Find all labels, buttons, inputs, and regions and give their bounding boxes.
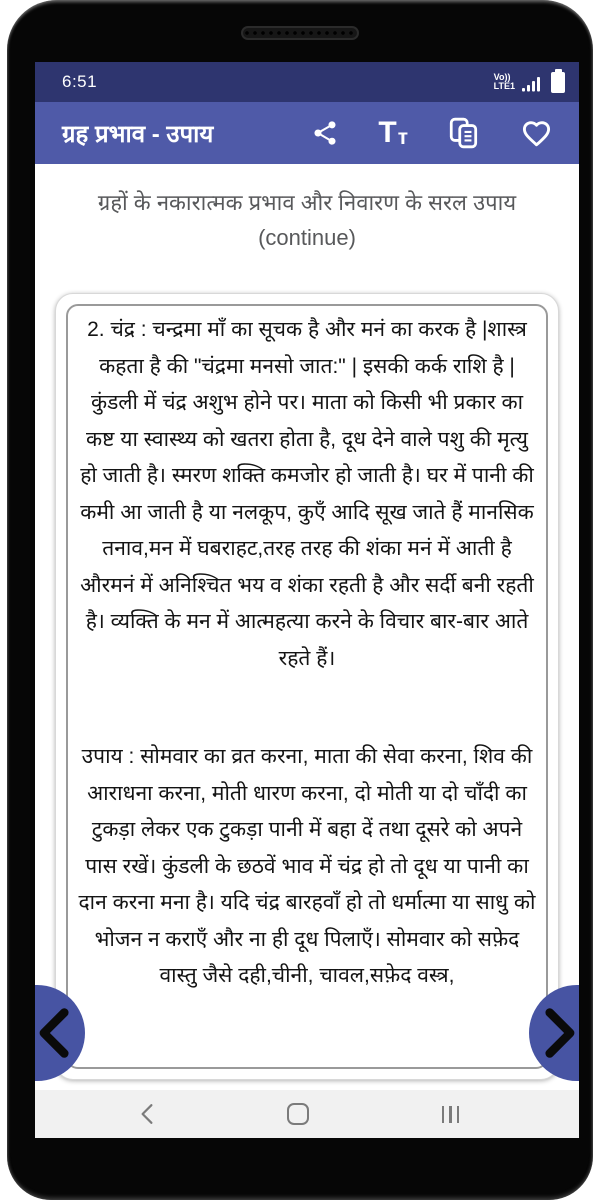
copy-icon: [447, 116, 481, 150]
heart-icon: [520, 117, 553, 150]
back-icon: [140, 1103, 154, 1125]
signal-strength-icon: [522, 73, 544, 92]
article-paragraph-remedy: उपाय : सोमवार का व्रत करना, माता की सेवा करना, शिव की आराधना करना, मोती धारण करना, दो मोती या दो चाँदी का टुकड़ा लेकर एक टुकड़ा पानी में बहा दें तथा दूसरे को अपने पास रखें। कुंडली के छठवें भाव में चंद्र हो तो दूध या पानी का दान करना मना है। यदि चंद्र बारहवाँ हो तो धर्मात्मा या साधु को भोजन न कराएँ और ना ही दूध पिलाएँ। सोमवार को सफ़ेद वास्तु जैसे दही,चीनी, चावल,सफ़ेद वस्त्र,: [78, 745, 536, 987]
text-size-icon-small: т: [397, 126, 408, 149]
status-icons: [494, 72, 565, 93]
android-back-button[interactable]: [140, 1103, 154, 1125]
phone-frame: [7, 0, 593, 1200]
copy-button[interactable]: [447, 116, 481, 150]
text-size-button[interactable]: [378, 118, 408, 148]
status-bar: [35, 62, 579, 102]
android-nav-bar: [35, 1090, 579, 1138]
android-home-button[interactable]: [287, 1103, 309, 1125]
clock-text: 6:51: [62, 72, 98, 91]
volte-line2: LTE1: [493, 81, 515, 91]
article-paragraph-effects: 2. चंद्र : चन्द्रमा माँ का सूचक है और मनं का करक है |शास्त्र कहता है की "चंद्रमा मनसो जात:" | इसकी कर्क राशि है | कुंडली में चंद्र अशुभ होने पर। माता को किसी भी प्रकार का कष्ट या स्वास्थ्य को खतरा होता है, दूध देने वाले पशु की मृत्यु हो जाती है। स्मरण शक्ति कमजोर हो जाती है। घर में पानी की कमी आ जाती है या नलकूप, कुएँ आदि सूख जाते हैं मानसिक तनाव,मन में घबराहट,तरह तरह की शंका मनं में आती है औरमनं में अनिश्चित भय व शंका रहती है और सर्दी बनी रहती है। व्यक्ति के मन में आत्महत्या करने के विचार बार-बार आते रहते हैं।: [80, 318, 534, 670]
android-recents-button[interactable]: [442, 1106, 460, 1123]
page-title: ग्रह प्रभाव - उपाय: [62, 120, 214, 148]
article-heading: ग्रहों के नकारात्मक प्रभाव और निवारण के सरल उपाय (continue): [97, 190, 517, 250]
share-button[interactable]: [311, 119, 339, 147]
favorite-button[interactable]: [520, 117, 553, 150]
text-size-icon: T: [378, 116, 397, 149]
share-icon: [311, 119, 339, 147]
volte-line1: Vo)): [493, 72, 511, 82]
recents-icon: [442, 1106, 460, 1123]
speaker-grille: [241, 26, 359, 40]
chevron-left-icon: [35, 1007, 78, 1059]
volte-indicator: [494, 73, 515, 91]
phone-screen: [35, 62, 579, 1138]
battery-icon: [551, 72, 565, 93]
home-icon: [287, 1103, 309, 1125]
chevron-right-icon: [536, 1007, 579, 1059]
app-bar: [35, 102, 579, 164]
article-card-border: [66, 304, 548, 1069]
article-card: [55, 293, 559, 1080]
app-bar-actions: [311, 116, 553, 150]
